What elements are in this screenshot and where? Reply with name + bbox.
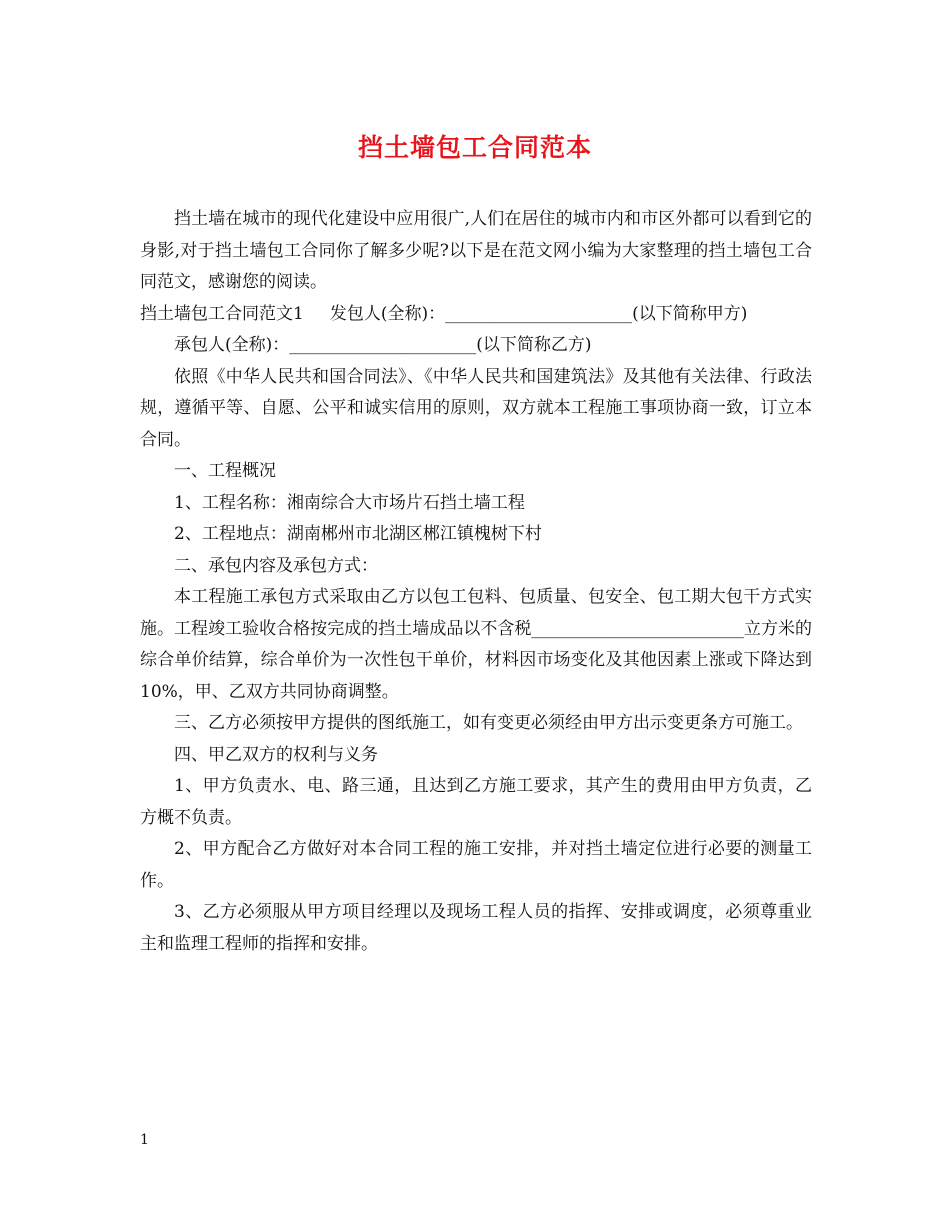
section-4-item-1: 1、甲方负责水、电、路三通，且达到乙方施工要求，其产生的费用由甲方负责，乙方概不负责。 (140, 776, 812, 828)
section-1-title: 一、工程概况 (174, 461, 276, 481)
section-4-item-2: 2、甲方配合乙方做好对本合同工程的施工安排，并对挡土墙定位进行必要的测量工作。 (140, 839, 812, 891)
basis-paragraph: 依照《中华人民共和国合同法》、《中华人民共和国建筑法》及其他有关法律、行政法规，遵循平等、自愿、公平和诚实信用的原则，双方就本工程施工事项协商一致，订立本合同。 (140, 366, 812, 450)
section-3-paragraph: 三、乙方必须按甲方提供的图纸施工，如有变更必须经由甲方出示变更条方可施工。 (174, 713, 803, 733)
section-2-title: 二、承包内容及承包方式： (174, 555, 378, 576)
party-a-line: 发包人(全称)：______________________(以下简称甲方) (329, 303, 748, 324)
intro-paragraph: 挡土墙在城市的现代化建设中应用很广,人们在居住的城市内和市区外都可以看到它的身影,对于挡土墙包工合同你了解多少呢?以下是在范文网小编为大家整理的挡土墙包工合同范文，感谢您的阅读。 (140, 209, 812, 292)
page-number: 1 (140, 1132, 149, 1148)
section-2-body: 本工程施工承包方式采取由乙方以包工包料、包质量、包安全、包工期大包干方式实施。工程竣工验收合格按完成的挡土墙成品以不含税_________________________立方米的综合单价结算，综合单价为一次性包干单价，材料因市场变化及其他因素上涨或下降达到10%，甲、乙双方共同协商调整。 (140, 587, 812, 702)
document-title: 挡土墙包工合同范本 (357, 133, 592, 162)
section-4-title: 四、甲乙双方的权利与义务 (174, 744, 378, 765)
sample-heading: 挡土墙包工合同范文1 (140, 303, 304, 324)
sample-heading-line (140, 299, 812, 331)
section-1-item-1: 1、工程名称：湘南综合大市场片石挡土墙工程 (174, 492, 525, 513)
party-b-line: 承包人(全称)：______________________(以下简称乙方) (174, 335, 592, 355)
section-1-item-2: 2、工程地点：湖南郴州市北湖区郴江镇槐树下村 (174, 524, 542, 544)
document-body (140, 204, 812, 960)
section-4-item-3: 3、乙方必须服从甲方项目经理以及现场工程人员的指挥、安排或调度，必须尊重业主和监理工程师的指挥和安排。 (140, 902, 812, 954)
